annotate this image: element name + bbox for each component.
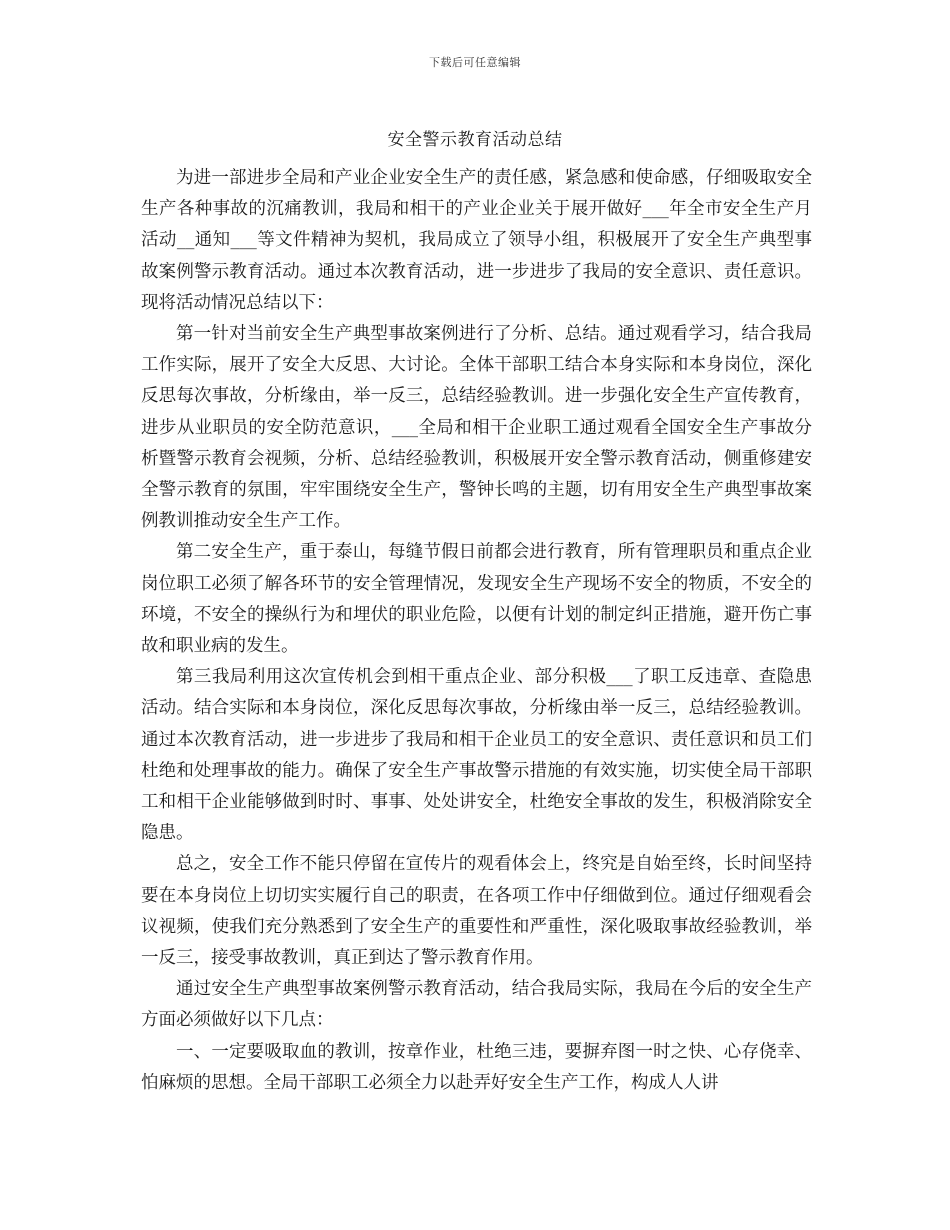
paragraph-future-intro: 通过安全生产典型事故案例警示教育活动，结合我局实际，我局在今后的安全生产方面必须做好以下几点： (141, 979, 812, 1031)
header-note: 下载后可任意编辑 (429, 56, 521, 69)
paragraph-second: 第二安全生产，重于泰山，每缝节假日前都会进行教育，所有管理职员和重点企业岗位职工必须了解各环节的安全管理情况，发现安全生产现场不安全的物质，不安全的环境，不安全的操纵行为和埋伏的职业危险，以便有计划的制定纠正措施，避开伤亡事故和职业病的发生。 (141, 542, 812, 657)
paragraph-third: 第三我局利用这次宣传机会到相干重点企业、部分积极___了职工反违章、查隐患活动。结合实际和本身岗位，深化反思每次事故，分析缘由举一反三，总结经验教训。通过本次教育活动，进一步进步了我局和相干企业员工的安全意识、责任意识和员工们杜绝和处理事故的能力。确保了安全生产事故警示措施的有效实施，切实使全局干部职工和相干企业能够做到时时、事事、处处讲安全，杜绝安全事故的发生，积极消除安全隐患。 (141, 667, 812, 844)
document-title: 安全警示教育活动总结 (387, 130, 563, 150)
paragraph-intro: 为进一部进步全局和产业企业安全生产的责任感，紧急感和使命感，仔细吸取安全生产各种事故的沉痛教训，我局和相干的产业企业关于展开做好___年全市安全生产月活动__通知___等文件精神为契机，我局成立了领导小组，积极展开了安全生产典型事故案例警示教育活动。通过本次教育活动，进一步进步了我局的安全意识、责任意识。现将活动情况总结以下： (141, 168, 812, 313)
paragraph-point-one: 一、一定要吸取血的教训，按章作业，杜绝三违，要摒弃图一时之快、心存侥幸、怕麻烦的思想。全局干部职工必须全力以赴弄好安全生产工作，构成人人讲 (141, 1041, 812, 1093)
document-body (141, 163, 812, 1099)
paragraph-first: 第一针对当前安全生产典型事故案例进行了分析、总结。通过观看学习，结合我局工作实际，展开了安全大反思、大讨论。全体干部职工结合本身实际和本身岗位，深化反思每次事故，分析缘由，举一反三，总结经验教训。进一步强化安全生产宣传教育，进步从业职员的安全防范意识，___全局和相干企业职工通过观看全国安全生产事故分析暨警示教育会视频，分析、总结经验教训，积极展开安全警示教育活动，侧重修建安全警示教育的氛围，牢牢围绕安全生产，警钟长鸣的主题，切有用安全生产典型事故案例教训推动安全生产工作。 (141, 324, 812, 532)
paragraph-summary: 总之，安全工作不能只停留在宣传片的观看体会上，终究是自始至终，长时间坚持要在本身岗位上切切实实履行自己的职责，在各项工作中仔细做到位。通过仔细观看会议视频，使我们充分熟悉到了安全生产的重要性和严重性，深化吸取事故经验教训，举一反三，接受事故教训，真正到达了警示教育作用。 (141, 854, 812, 969)
